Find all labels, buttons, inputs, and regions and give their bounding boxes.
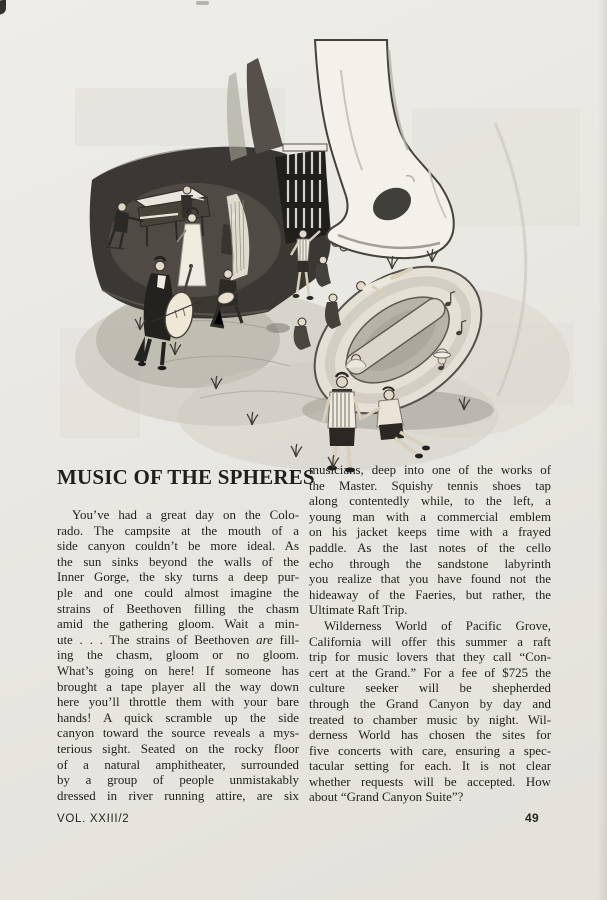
page-footer: [57, 811, 551, 825]
text-line: rado. The campsite at the mouth of a: [57, 523, 299, 538]
text-line: ing the chasm, gloom or no gloom.: [57, 648, 299, 663]
text-line: echo through the sandstone labyrinth: [309, 556, 551, 571]
text-line: of a natural amphitheater, surrounded: [57, 757, 299, 772]
text-line: tacular setting for each. It is not clear: [309, 759, 551, 774]
text-line: side canyon couldn’t be more ideal. As: [57, 539, 299, 554]
text-line: whether requests will be accepted. How: [309, 774, 551, 789]
text-line: by a group of people unmistakably: [57, 773, 299, 788]
text-line: California will offer this summer a raft: [309, 634, 551, 649]
column-right: [309, 458, 551, 806]
volume-label: VOL. XXIII/2: [57, 813, 130, 825]
text-line: amid the gathering gloom. Wait a min-: [57, 617, 299, 632]
text-line: five concerts with care, ensuring a spec-: [309, 743, 551, 758]
text-line: Inner Gorge, the sky turns a deep pur-: [57, 570, 299, 585]
text-line: musicians, deep into one of the works of: [309, 463, 551, 477]
text-line: cert at the Grand.” For a fee of $725 the: [309, 665, 551, 680]
text-line: derness World has chosen the sites for: [309, 728, 551, 743]
text-line: the Master. Squishy tennis shoes tap: [309, 478, 551, 493]
text-line: ple and one could almost imagine the: [57, 585, 299, 600]
article-body: [57, 458, 551, 806]
text-line: treated to chamber music by night. Wil-: [309, 712, 551, 727]
text-line: through the Grand Canyon by day and: [309, 696, 551, 711]
text-line: trip for music lovers that they call “Con-: [309, 650, 551, 665]
text-line: paddle. As the last notes of the cello: [309, 540, 551, 555]
text-line: on his jacket keeps time with a frayed: [309, 525, 551, 540]
text-line: the sun sinks beyond the walls of the: [57, 554, 299, 569]
text-line: What’s going on here! If someone has: [57, 663, 299, 678]
column-left: [57, 458, 315, 806]
canyon-concert-illustration: [40, 28, 580, 473]
text-line: here you’ll throttle them with your bare: [57, 695, 299, 710]
text-line: canyon toward the source reveals a mys-: [57, 726, 299, 741]
scan-artifact: [196, 1, 209, 5]
text-line: hands! A quick scramble up the side: [57, 710, 299, 725]
text-line: strains of Beethoven filling the chasm: [57, 601, 299, 616]
page-number: 49: [525, 811, 539, 825]
text-line: along contentedly while, to the left, a: [309, 494, 551, 509]
article-title: MUSIC OF THE SPHERES: [57, 465, 315, 489]
column-left-text: [57, 508, 299, 804]
text-line: young man with a commercial emblem: [309, 509, 551, 524]
text-line: you realize that you have found not the: [309, 572, 551, 587]
text-line: ute . . . The strains of Beethoven are fill-: [57, 632, 299, 647]
text-line: dressed in river running attire, are six: [57, 788, 299, 803]
text-line: Wilderness World of Pacific Grove,: [324, 618, 551, 633]
text-line: hideaway of the Faeries, but rather, the: [309, 587, 551, 602]
text-line: culture seeker will be shepherded: [309, 681, 551, 696]
column-right-text: [309, 463, 551, 806]
text-line: brought a tape player all the way down: [57, 679, 299, 694]
text-line: Ultimate Raft Trip.: [309, 603, 408, 618]
scan-artifact: [0, 0, 6, 15]
text-line: about “Grand Canyon Suite”?: [309, 790, 464, 805]
text-line: You’ve had a great day on the Colo-: [72, 508, 299, 522]
text-line: terious sight. Seated on the rocky floor: [57, 741, 299, 756]
